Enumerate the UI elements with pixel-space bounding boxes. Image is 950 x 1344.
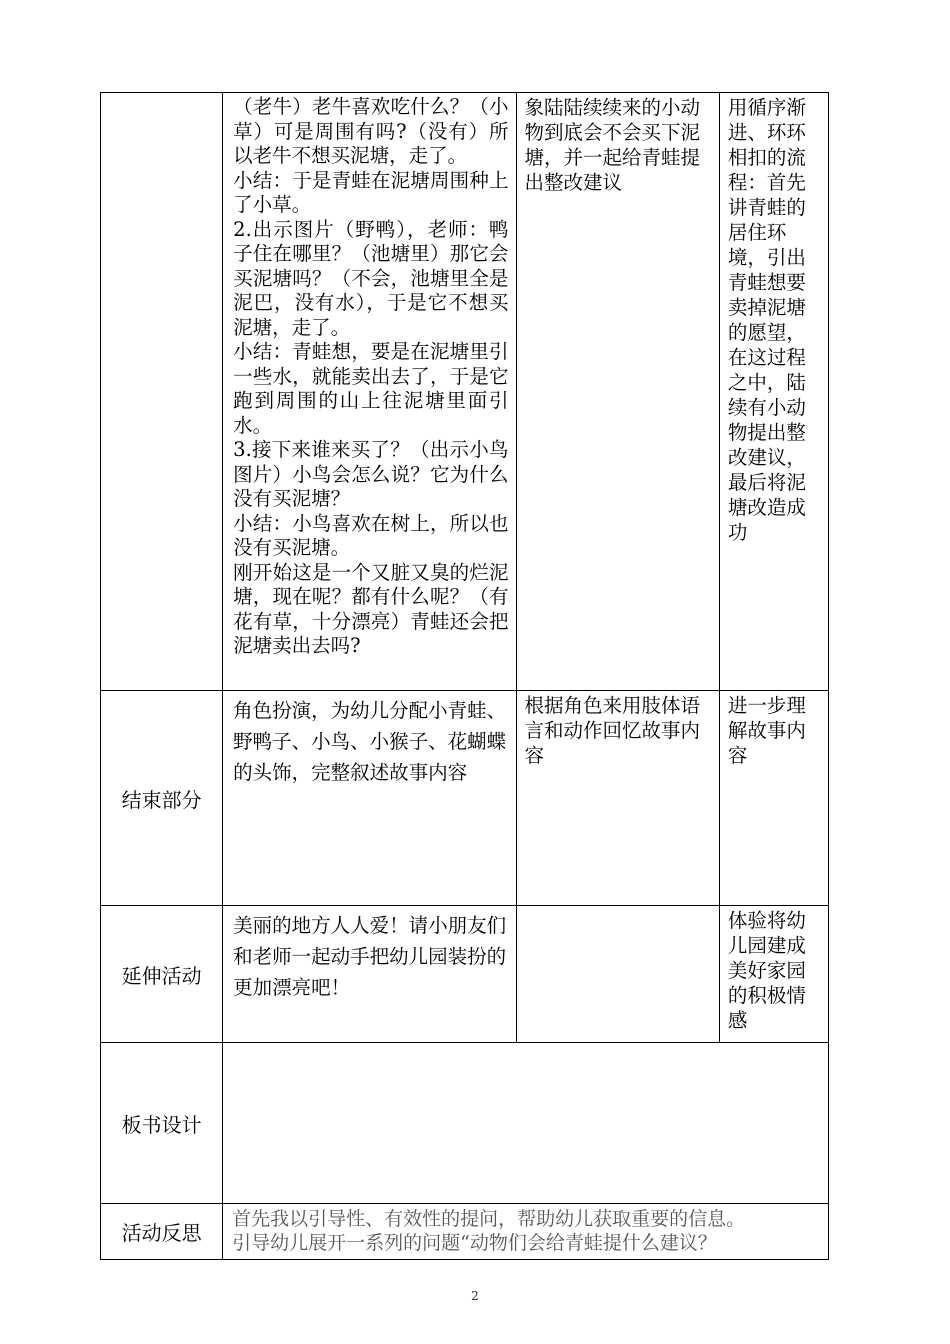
page-number: 2 [471, 1289, 479, 1303]
ending-method-cell: 根据角色来用肢体语言和动作回忆故事内容 [516, 691, 719, 906]
content-paragraph: 小结：小鸟喜欢在树上，所以也没有买泥塘。 [233, 511, 509, 559]
row-label-reflection: 活动反思 [101, 1204, 223, 1260]
reflection-cell [223, 1204, 829, 1260]
ending-content-cell: 角色扮演，为幼儿分配小青蛙、野鸭子、小鸟、小猴子、花蝴蝶的头饰，完整叙述故事内容 [223, 691, 516, 906]
content-paragraph: 2.出示图片（野鸭），老师：鸭子住在哪里？（池塘里）那它会买泥塘吗？（不会，池塘里全是泥巴，没有水），于是它不想买泥塘，走了。 [233, 217, 509, 339]
content-paragraph: 刚开始这是一个又脏又臭的烂泥塘，现在呢？都有什么呢？（有花有草，十分漂亮）青蛙还会把泥塘卖出去吗? [233, 560, 509, 657]
method-cell: 象陆陆续续来的小动物到底会不会买下泥塘，并一起给青蛙提出整改建议 [516, 93, 719, 691]
table-row [101, 93, 829, 691]
table-row [101, 906, 829, 1043]
row-label-extension: 延伸活动 [101, 906, 223, 1043]
content-paragraph: 3.接下来谁来买了？（出示小鸟图片）小鸟会怎么说？它为什么没有买泥塘？ [233, 438, 509, 510]
process-content-cell [223, 93, 516, 691]
intent-cell: 用循序渐进、环环相扣的流程：首先讲青蛙的居住环境，引出青蛙想要卖掉泥塘的愿望，在这过程之中，陆续有小动物提出整改建议，最后将泥塘改造成功 [719, 93, 828, 691]
label-cell-empty [101, 93, 223, 691]
content-paragraph: 小结：青蛙想，要是在泥塘里引一些水，就能卖出去了，于是它跑到周围的山上往泥塘里面引水。 [233, 340, 509, 437]
row-label-board-design: 板书设计 [101, 1043, 223, 1204]
extension-content-cell: 美丽的地方人人爱！请小朋友们和老师一起动手把幼儿园装扮的更加漂亮吧！ [223, 906, 516, 1043]
board-design-cell [223, 1043, 829, 1204]
content-paragraph: 小结：于是青蛙在泥塘周围种上了小草。 [233, 168, 509, 216]
content-paragraph: （老牛）老牛喜欢吃什么？（小草）可是周围有吗?（没有）所以老牛不想买泥塘，走了。 [233, 95, 509, 167]
reflection-line: 首先我以引导性、有效性的提问，帮助幼儿获取重要的信息。 [232, 1208, 746, 1230]
extension-method-cell [516, 906, 719, 1043]
extension-intent-cell: 体验将幼儿园建成美好家园的积极情感 [719, 906, 828, 1043]
table-row [101, 1204, 829, 1260]
reflection-line: 引导幼儿展开一系列的问题“动物们会给青蛙提什么建议？ [232, 1232, 717, 1254]
table-row [101, 1043, 829, 1204]
table-row [101, 691, 829, 906]
ending-intent-cell: 进一步理解故事内容 [719, 691, 828, 906]
row-label-ending: 结束部分 [101, 691, 223, 906]
lesson-plan-table [100, 92, 829, 1260]
